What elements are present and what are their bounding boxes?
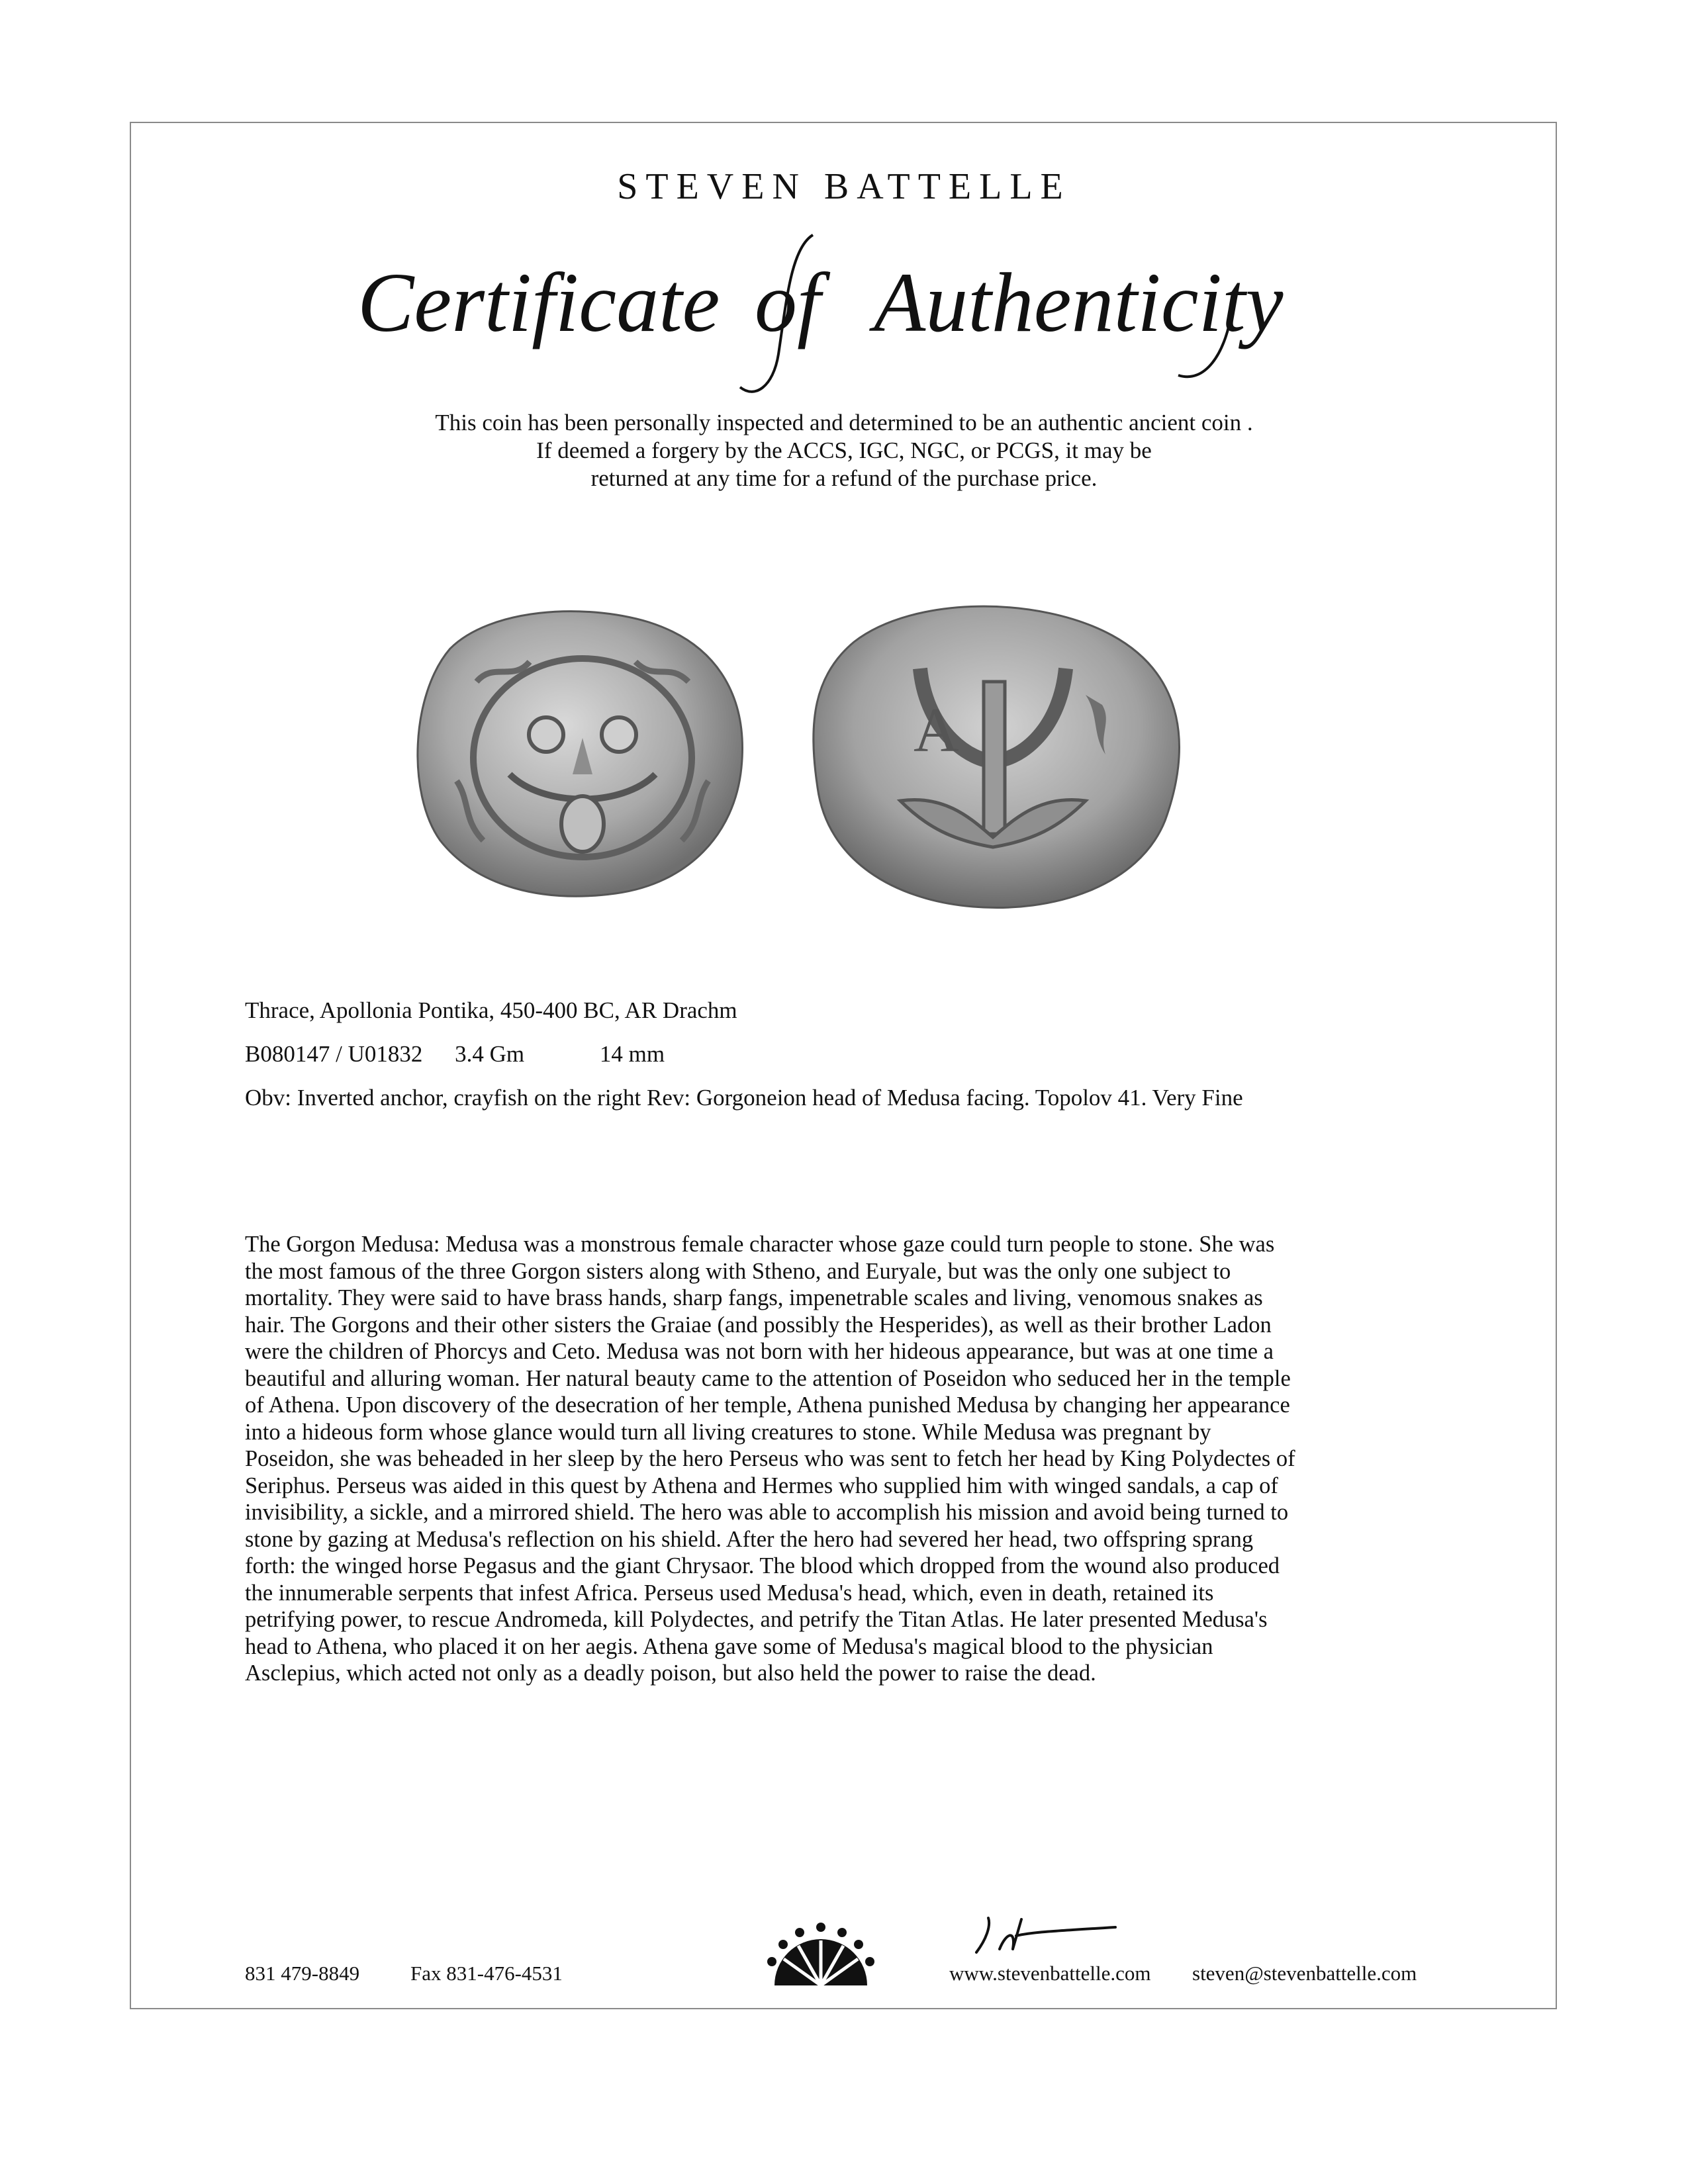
- title-word-certificate: Certificate: [357, 255, 720, 349]
- coin-details: [245, 996, 1243, 1127]
- signature: [950, 1913, 1129, 1966]
- intro-line: If deemed a forgery by the ACCS, IGC, NGC, or PCGS, it may be: [536, 437, 1152, 463]
- intro-line: returned at any time for a refund of the purchase price.: [590, 465, 1098, 491]
- authenticity-statement: [0, 409, 1688, 492]
- story-line: head to Athena, who placed it on her aegis. Athena gave some of Medusa's magical blood to the physician: [245, 1633, 1213, 1659]
- story-line: hair. The Gorgons and their other sisters the Graiae (and possibly the Hesperides), as well as their brother Ladon: [245, 1312, 1272, 1338]
- title-word-authenticity: Authenticity: [874, 255, 1284, 349]
- fax-number: Fax 831-476-4531: [410, 1962, 563, 1985]
- website-link[interactable]: www.stevenbattelle.com: [949, 1962, 1151, 1985]
- email-link[interactable]: steven@stevenbattelle.com: [1192, 1962, 1417, 1985]
- story-line: of Athena. Upon discovery of the desecration of her temple, Athena punished Medusa by changing her appearance: [245, 1392, 1290, 1418]
- reverse-letter: A: [914, 695, 959, 765]
- story-line: the most famous of the three Gorgon sisters along with Stheno, and Euryale, but was the only one subject to: [245, 1258, 1231, 1284]
- phone-number: 831 479-8849: [245, 1962, 360, 1985]
- coin-description: Obv: Inverted anchor, crayfish on the right Rev: Gorgoneion head of Medusa facing. Topolov 41. Very Fine: [245, 1085, 1243, 1111]
- certificate-title: [0, 222, 1688, 420]
- story-line: The Gorgon Medusa: Medusa was a monstrous female character whose gaze could turn people to stone. She was: [245, 1232, 1275, 1257]
- coin-diameter: 14 mm: [599, 1041, 665, 1067]
- sunburst-logo-icon: [761, 1919, 880, 1992]
- inventory-number: B080147 / U01832: [245, 1041, 423, 1067]
- story-line: were the children of Phorcys and Ceto. Medusa was not born with her hideous appearance, but was at one time a: [245, 1339, 1274, 1364]
- coin-obverse-medusa: [418, 612, 743, 897]
- story-line: invisibility, a sickle, and a mirrored shield. The hero was able to accomplish his mission and avoid being turned to: [245, 1500, 1289, 1525]
- coin-weight: 3.4 Gm: [455, 1041, 525, 1067]
- story-line: the innumerable serpents that infest Africa. Perseus used Medusa's head, which, even in death, retained its: [245, 1580, 1214, 1606]
- coin-specs: [245, 1040, 1243, 1083]
- coin-reverse-anchor: [814, 606, 1180, 907]
- intro-line: This coin has been personally inspected and determined to be an authentic ancient coin .: [435, 410, 1253, 435]
- coin-images: [0, 582, 1688, 927]
- coin-title: Thrace, Apollonia Pontika, 450-400 BC, AR Drachm: [245, 997, 737, 1023]
- title-word-of: of: [755, 255, 821, 349]
- medusa-history: [245, 1231, 1383, 1687]
- brand-name: STEVEN BATTELLE: [617, 166, 1071, 207]
- story-line: stone by gazing at Medusa's reflection on his shield. After the hero had severed her head, two offspring sprang: [245, 1526, 1254, 1552]
- story-line: Seriphus. Perseus was aided in this quest by Athena and Hermes who supplied him with winged sandals, a cap of: [245, 1473, 1278, 1498]
- story-line: forth: the winged horse Pegasus and the giant Chrysaor. The blood which dropped from the wound also produced: [245, 1553, 1280, 1578]
- story-line: beautiful and alluring woman. Her natural beauty came to the attention of Poseidon who seduced her in the temple: [245, 1365, 1291, 1391]
- story-line: Poseidon, she was beheaded in her sleep by the hero Perseus who was sent to fetch her head by King Polydectes of: [245, 1446, 1295, 1471]
- story-line: Asclepius, which acted not only as a deadly poison, but also held the power to raise the dead.: [245, 1661, 1096, 1686]
- story-line: petrifying power, to rescue Andromeda, kill Polydectes, and petrify the Titan Atlas. He later presented Medusa's: [245, 1607, 1268, 1632]
- story-line: mortality. They were said to have brass hands, sharp fangs, impenetrable scales and living, venomous snakes as: [245, 1285, 1263, 1310]
- story-line: into a hideous form whose glance would turn all living creatures to stone. While Medusa was pregnant by: [245, 1419, 1211, 1445]
